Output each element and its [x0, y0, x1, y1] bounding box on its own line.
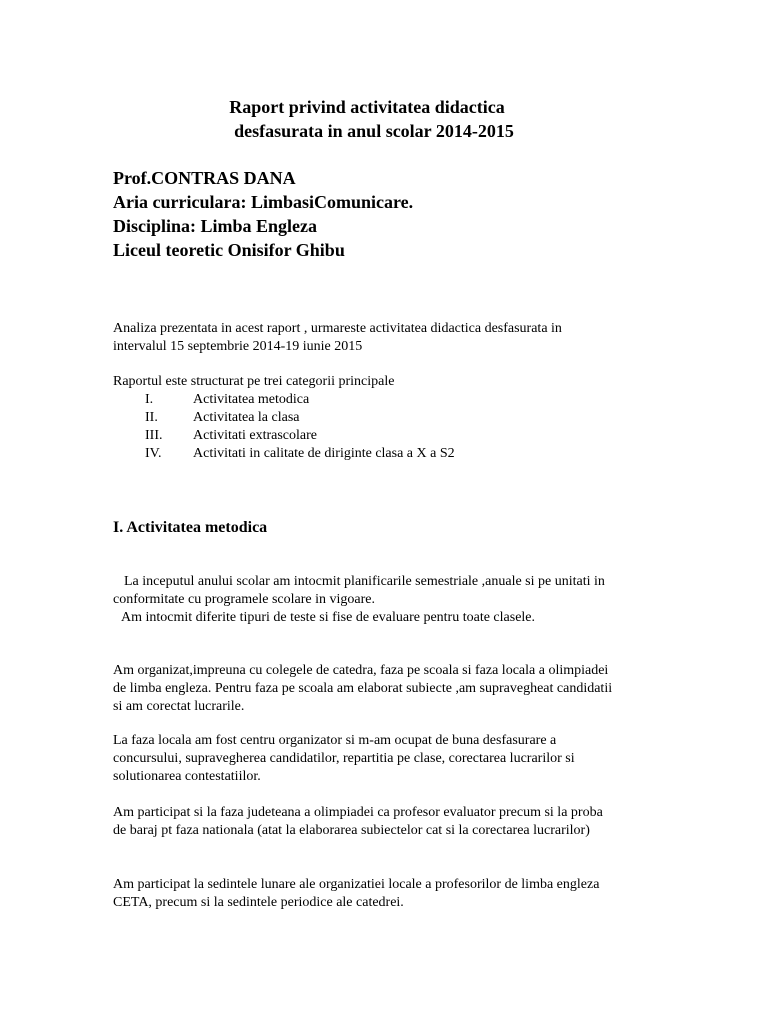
aria-curriculara: Aria curriculara: LimbasiComunicare. [113, 192, 414, 212]
list-item [145, 445, 455, 463]
paragraph-line: Am participat la sedintele lunare ale organizatiei locale a profesorilor de limba engleza [113, 877, 600, 892]
list-item-label: Activitati in calitate de diriginte clasa a X a S2 [193, 446, 455, 461]
analysis-line-1: Analiza prezentata in acest raport , urmareste activitatea didactica desfasurata in [113, 321, 562, 336]
title-line-2: desfasurata in anul scolar 2014-2015 [234, 121, 514, 141]
title-line-1: Raport privind activitatea didactica [229, 97, 505, 117]
list-item-label: Activitatea metodica [193, 392, 310, 407]
paragraph-line: CETA, precum si la sedintele periodice ale catedrei. [113, 895, 404, 910]
paragraph-line: de baraj pt faza nationala (atat la elaborarea subiectelor cat si la corectarea lucrarilor) [113, 823, 590, 838]
paragraph-line: La faza locala am fost centru organizator si m-am ocupat de buna desfasurare a [113, 733, 557, 748]
prof-name: Prof.CONTRAS DANA [113, 168, 296, 188]
paragraph-line: solutionarea contestatiilor. [113, 769, 261, 784]
list-item-label: Activitatea la clasa [193, 410, 300, 425]
category-list [145, 391, 455, 463]
analysis-line-2: intervalul 15 septembrie 2014-19 iunie 2015 [113, 339, 363, 354]
paragraph-local-phase [113, 732, 633, 786]
list-item-number: IV. [145, 446, 162, 461]
list-item-label: Activitati extrascolare [193, 428, 317, 443]
report-title [0, 95, 768, 143]
list-item [145, 391, 455, 409]
paragraph-planning [113, 573, 633, 627]
paragraph-line: Am organizat,impreuna cu colegele de catedra, faza pe scoala si faza locala a olimpiadei [113, 663, 609, 678]
list-item-number: I. [145, 392, 154, 407]
list-item-number: III. [145, 428, 163, 443]
paragraph-line: Am participat si la faza judeteana a olimpiadei ca profesor evaluator precum si la proba [113, 805, 603, 820]
paragraph-line: si am corectat lucrarile. [113, 699, 245, 714]
paragraph-line: conformitate cu programele scolare in vigoare. [113, 592, 375, 607]
structure-intro: Raportul este structurat pe trei categorii principale [113, 374, 395, 389]
paragraph-line: La inceputul anului scolar am intocmit planificarile semestriale ,anuale si pe unitati in [124, 574, 605, 589]
list-item [145, 409, 455, 427]
list-item-number: II. [145, 410, 158, 425]
author-info [113, 166, 413, 262]
paragraph-line: Am intocmit diferite tipuri de teste si fise de evaluare pentru toate clasele. [121, 610, 536, 625]
paragraph-county-phase [113, 804, 633, 840]
paragraph-line: de limba engleza. Pentru faza pe scoala am elaborat subiecte ,am supravegheat candidatii [113, 681, 613, 696]
paragraph-meetings [113, 876, 633, 912]
paragraph-olympiad [113, 662, 633, 716]
disciplina: Disciplina: Limba Engleza [113, 216, 318, 236]
analysis-paragraph [113, 320, 633, 356]
section-heading: I. Activitatea metodica [113, 519, 268, 536]
list-item [145, 427, 455, 445]
liceul: Liceul teoretic Onisifor Ghibu [113, 240, 345, 260]
paragraph-line: concursului, supravegherea candidatilor, repartitia pe clase, corectarea lucrarilor si [113, 751, 575, 766]
